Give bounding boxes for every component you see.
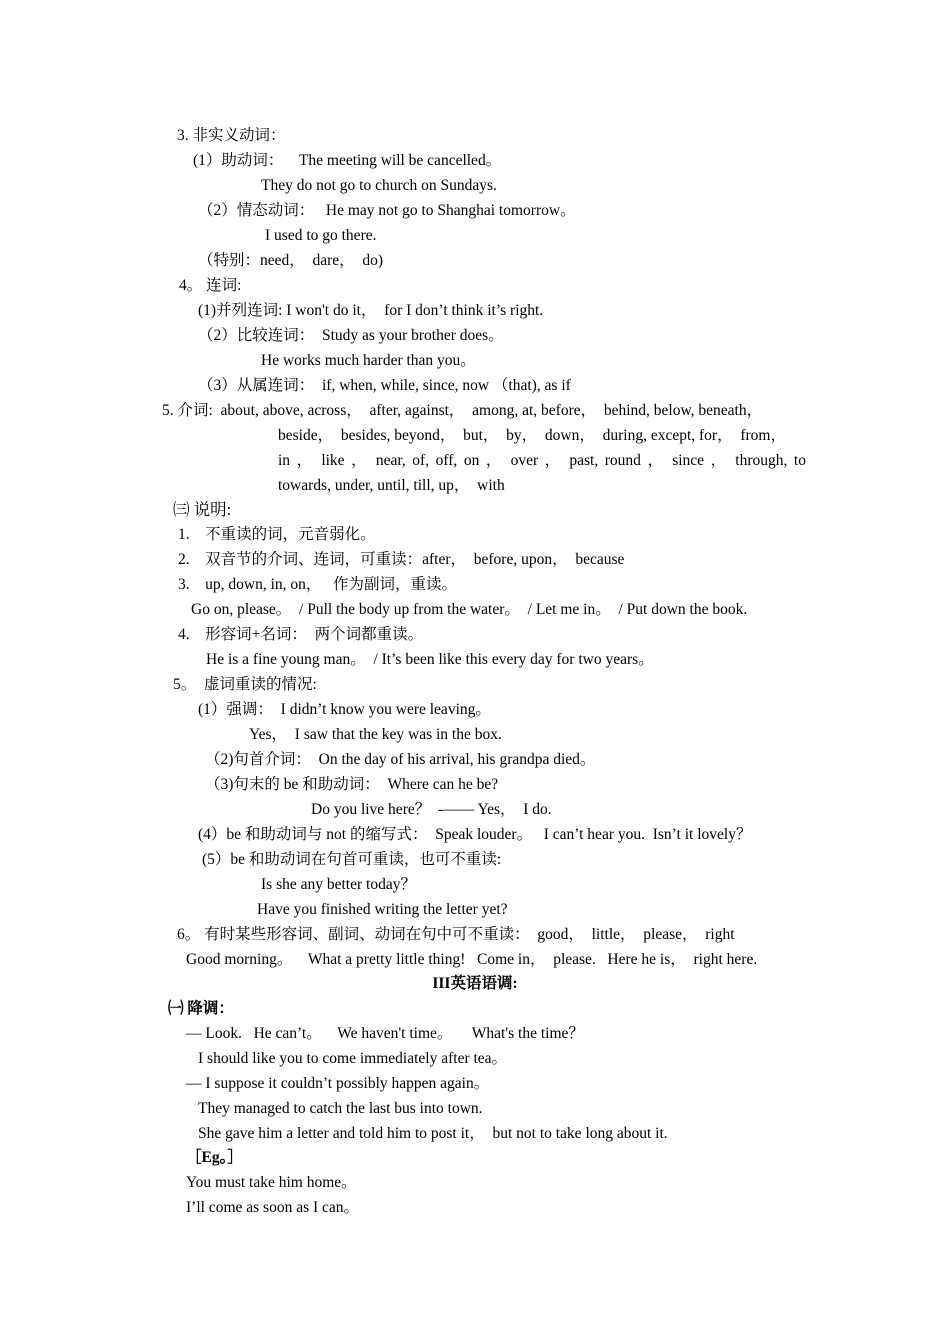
coordinating-conjunctions-line: (1)并列连词: I won't do it， for I don’t think it’s right. — [198, 302, 544, 319]
example-line: Have you finished writing the letter yet? — [257, 901, 508, 918]
section-prepositions: 5. 介词: about, above, across， after, against， among, at, before， behind, below, beneath， — [162, 402, 763, 419]
note-item: 5。 虚词重读的情况: — [173, 676, 317, 693]
example-line: They do not go to church on Sundays. — [261, 177, 497, 194]
prepositions-line: in ， like ， near, of, off, on ， over ， past, round ， since ， through, to — [278, 452, 806, 469]
example-line: Is she any better today？ — [261, 876, 416, 893]
special-note-line: （特别：need， dare， do) — [198, 252, 384, 269]
example-line: Do you live here？ -—— Yes， I do. — [311, 801, 552, 818]
prepositions-line: beside， besides, beyond， but， by， down， during, except, for， from， — [278, 427, 786, 444]
example-line: He is a fine young man。 / It’s been like this every day for two years。 — [206, 651, 654, 668]
example-line: I’ll come as soon as I can。 — [186, 1199, 360, 1216]
note-item: 3. up, down, in, on， 作为副词，重读。 — [178, 576, 458, 593]
example-line: Go on, please。 / Pull the body up from the water。 / Let me in。 / Put down the book. — [191, 601, 748, 618]
initial-preposition-line: （2)句首介词： On the day of his arrival, his grandpa died。 — [205, 751, 596, 768]
prepositions-line: towards, under, until, till, up， with — [278, 477, 505, 494]
example-line: Good morning。 What a pretty little thing! Come in， please. Here he is， right here. — [186, 951, 758, 968]
modal-verbs-line: （2）情态动词： He may not go to Shanghai tomorrow。 — [198, 202, 576, 219]
section-intonation-heading: III英语语调: — [432, 975, 518, 992]
note-item: 4. 形容词+名词： 两个词都重读。 — [178, 626, 424, 643]
initial-be-auxiliary-line: (5）be 和助动词在句首可重读，也可不重读: — [202, 851, 502, 868]
section-conjunctions: 4。 连词: — [179, 277, 242, 294]
example-line: They managed to catch the last bus into town. — [198, 1100, 483, 1117]
section-notes-heading: ㈢ 说明: — [173, 500, 232, 519]
final-be-auxiliary-line: （3)句末的 be 和助动词： Where can he be? — [205, 776, 499, 793]
subordinating-conjunctions-line: （3）从属连词： if, when, while, since, now （that), as if — [198, 377, 571, 394]
example-line: I should like you to come immediately after tea。 — [198, 1050, 508, 1067]
example-line: I used to go there. — [265, 227, 377, 244]
note-item: 2. 双音节的介词、连词，可重读：after， before, upon， because — [178, 551, 625, 568]
section-nonnotional-verbs: 3. 非实义动词： — [177, 127, 286, 144]
example-line: You must take him home。 — [186, 1174, 357, 1191]
example-line: He works much harder than you。 — [261, 352, 476, 369]
example-line: — I suppose it couldn’t possibly happen again。 — [186, 1075, 490, 1092]
example-line: Yes， I saw that the key was in the box. — [249, 726, 502, 743]
note-item: 6。 有时某些形容词、副词、动词在句中可不重读： good， little， please， right — [177, 926, 735, 943]
example-line: She gave him a letter and told him to post it， but not to take long about it. — [198, 1125, 668, 1142]
comparative-conjunctions-line: （2）比较连词： Study as your brother does。 — [198, 327, 504, 344]
falling-tone-heading: ㈠ 降调： — [168, 1000, 234, 1017]
eg-label: ［Eg。］ — [186, 1149, 243, 1166]
example-line: — Look. He can’t。 We haven't time。 What's the time？ — [186, 1025, 584, 1042]
note-item: 1. 不重读的词，元音弱化。 — [178, 526, 376, 543]
stress-emphasis-line: (1）强调： I didn’t know you were leaving。 — [198, 701, 491, 718]
contraction-line: (4）be 和助动词与 not 的缩写式： Speak louder。 I can’t hear you. Isn’t it lovely？ — [198, 826, 752, 843]
auxiliary-verbs-line: (1）助动词： The meeting will be cancelled。 — [193, 152, 502, 169]
